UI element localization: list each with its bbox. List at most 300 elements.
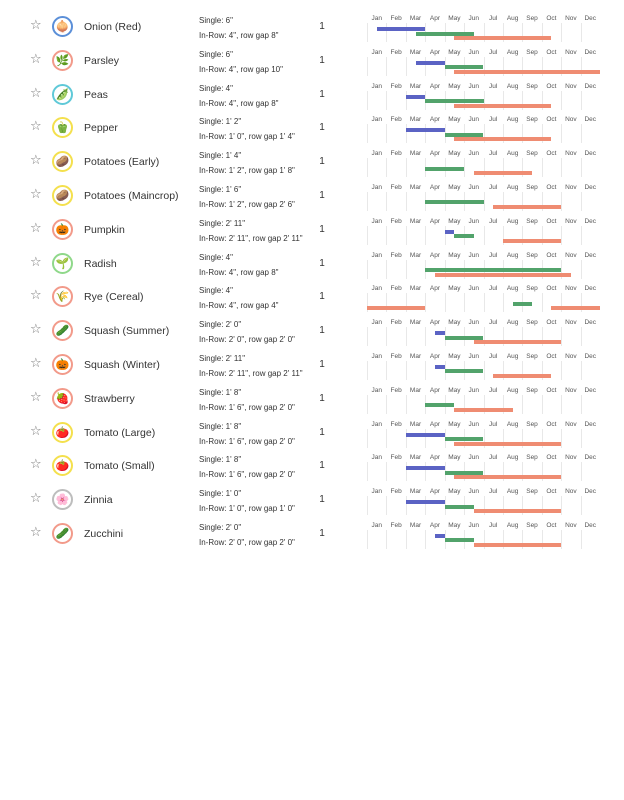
month-label: Oct <box>546 116 557 124</box>
month-gridline <box>425 361 426 380</box>
month-gridline <box>386 361 387 380</box>
month-labels <box>367 49 600 57</box>
month-label: Feb <box>390 420 402 428</box>
month-label: Nov <box>565 217 577 225</box>
month-gridline <box>425 429 426 448</box>
indoor-period-bar <box>377 27 426 31</box>
month-gridline <box>581 226 582 245</box>
month-gridline <box>386 530 387 549</box>
month-label: Feb <box>390 183 402 191</box>
month-label: Dec <box>584 15 597 22</box>
month-label: Dec <box>584 183 597 191</box>
month-gridline <box>406 192 407 211</box>
month-gridline <box>464 293 465 312</box>
favorite-star-icon[interactable]: ☆ <box>30 457 42 473</box>
month-label: Nov <box>565 15 577 22</box>
plant-quantity: 1 <box>319 122 325 134</box>
schedule-bars <box>367 91 600 110</box>
month-gridline <box>561 429 562 448</box>
month-label: Sep <box>526 521 538 529</box>
month-gridline <box>581 395 582 414</box>
month-gridline <box>484 192 485 211</box>
harvest-period-bar <box>435 273 571 277</box>
plant-spacing <box>199 250 279 280</box>
month-label: Apr <box>429 251 440 259</box>
month-label: Jul <box>489 15 498 22</box>
month-label: Jan <box>371 251 382 259</box>
month-label: Aug <box>506 48 519 56</box>
onion-icon: 🧅 <box>52 16 73 37</box>
plant-quantity: 1 <box>319 21 325 32</box>
plant-row-9 <box>0 280 624 314</box>
favorite-star-icon[interactable]: ☆ <box>30 355 42 371</box>
month-label: Apr <box>429 217 440 225</box>
month-gridline <box>561 327 562 346</box>
month-gridline <box>522 395 523 414</box>
favorite-star-icon[interactable]: ☆ <box>30 186 42 202</box>
month-label: Jun <box>468 48 480 56</box>
schedule-bars <box>367 361 600 380</box>
month-label: May <box>448 183 461 191</box>
plant-spacing <box>199 385 295 415</box>
month-label: Aug <box>506 521 519 529</box>
month-label: Feb <box>390 352 402 360</box>
month-label: May <box>448 454 461 462</box>
month-gridline <box>367 361 368 380</box>
month-label: Feb <box>390 454 402 462</box>
in-row-spacing: In-Row: 1' 0", row gap 1' 4" <box>199 132 295 142</box>
month-gridline <box>425 124 426 143</box>
favorite-star-icon[interactable]: ☆ <box>30 18 42 33</box>
month-label: Jan <box>371 488 382 496</box>
month-gridline <box>386 429 387 448</box>
plant-spacing <box>199 351 303 381</box>
month-gridline <box>406 530 407 549</box>
plant-name[interactable]: Parsley <box>84 54 120 67</box>
month-gridline <box>406 226 407 245</box>
month-label: Oct <box>546 352 557 360</box>
favorite-star-icon[interactable]: ☆ <box>30 254 42 270</box>
month-label: Sep <box>526 48 538 56</box>
month-gridline <box>406 260 407 279</box>
month-label: Mar <box>409 48 422 56</box>
plant-row-8 <box>0 247 624 281</box>
tomato-small-icon: 🍅 <box>52 455 73 476</box>
month-labels <box>367 387 600 395</box>
plant-quantity: 1 <box>319 257 325 269</box>
schedule-bars <box>367 124 600 143</box>
plant-row-16 <box>0 517 624 551</box>
parsley-icon: 🌿 <box>52 50 73 71</box>
month-label: Jan <box>371 150 382 158</box>
month-label: Apr <box>429 82 440 90</box>
harvest-period-bar <box>474 543 561 547</box>
month-gridline <box>406 462 407 481</box>
month-label: Mar <box>409 352 422 360</box>
transplant-period-bar <box>445 471 484 475</box>
month-gridline <box>367 158 368 177</box>
favorite-star-icon[interactable]: ☆ <box>30 423 42 439</box>
month-gridline <box>425 496 426 515</box>
plant-row-4 <box>0 111 624 145</box>
month-gridline <box>367 124 368 143</box>
month-label: Jun <box>468 82 480 90</box>
month-gridline <box>581 429 582 448</box>
month-labels <box>367 184 600 192</box>
favorite-star-icon[interactable]: ☆ <box>30 153 42 169</box>
month-gridline <box>367 496 368 515</box>
month-label: Nov <box>565 420 577 428</box>
squash-summer-icon: 🥒 <box>52 320 73 341</box>
month-gridline <box>367 226 368 245</box>
month-label: Jan <box>371 521 382 529</box>
plant-name[interactable]: Radish <box>84 257 117 270</box>
month-gridline <box>581 192 582 211</box>
month-gridline <box>367 260 368 279</box>
month-label: Apr <box>429 488 440 496</box>
month-label: Nov <box>565 82 577 90</box>
harvest-period-bar <box>454 104 551 108</box>
month-gridline <box>406 124 407 143</box>
month-gridline <box>581 361 582 380</box>
in-row-spacing: In-Row: 1' 0", row gap 1' 0" <box>199 504 295 514</box>
favorite-star-icon[interactable]: ☆ <box>30 322 42 338</box>
plant-quantity: 1 <box>319 291 325 303</box>
month-gridline <box>367 91 368 110</box>
month-label: Oct <box>546 521 557 529</box>
plant-spacing <box>199 419 295 449</box>
plant-row-7 <box>0 213 624 247</box>
month-label: Dec <box>584 488 597 496</box>
plant-name[interactable]: Squash (Winter) <box>84 358 160 371</box>
month-label: Jul <box>489 48 498 56</box>
single-spacing: Single: 1' 0" <box>199 489 242 499</box>
month-label: Sep <box>526 319 538 327</box>
harvest-period-bar <box>493 205 561 209</box>
schedule-bars <box>367 327 600 346</box>
month-label: Sep <box>526 352 538 360</box>
indoor-period-bar <box>435 331 445 335</box>
month-gridline <box>406 158 407 177</box>
plant-name[interactable]: Zucchini <box>84 527 124 540</box>
month-label: Jan <box>371 454 382 462</box>
month-label: Feb <box>390 285 402 293</box>
month-label: Dec <box>584 82 597 90</box>
single-spacing: Single: 2' 0" <box>199 522 242 532</box>
indoor-period-bar <box>406 500 445 504</box>
month-label: Dec <box>584 386 597 394</box>
month-gridline <box>561 395 562 414</box>
month-gridline <box>445 226 446 245</box>
month-gridline <box>561 192 562 211</box>
harvest-period-bar <box>474 340 561 344</box>
month-label: Oct <box>546 48 557 56</box>
month-label: Mar <box>409 319 422 327</box>
month-label: Jul <box>489 116 498 124</box>
favorite-star-icon[interactable]: ☆ <box>30 51 42 67</box>
plant-spacing <box>199 216 303 246</box>
month-label: Jul <box>489 183 498 191</box>
harvest-period-bar <box>454 36 551 40</box>
month-gridline <box>406 496 407 515</box>
plant-name[interactable]: Onion (Red) <box>84 21 142 33</box>
month-gridline <box>386 192 387 211</box>
month-label: Sep <box>526 454 538 462</box>
month-label: Nov <box>565 150 577 158</box>
month-gridline <box>425 462 426 481</box>
month-gridline <box>542 293 543 312</box>
month-label: Mar <box>409 285 422 293</box>
month-label: May <box>448 488 461 496</box>
month-gridline <box>581 462 582 481</box>
plant-name[interactable]: Potatoes (Maincrop) <box>84 189 179 202</box>
month-label: Aug <box>506 183 519 191</box>
plant-spacing <box>199 317 295 347</box>
month-label: Oct <box>546 420 557 428</box>
plant-quantity: 1 <box>319 88 325 100</box>
month-label: Apr <box>429 285 440 293</box>
month-gridline <box>386 395 387 414</box>
month-label: Sep <box>526 150 538 158</box>
month-gridline <box>386 124 387 143</box>
month-labels <box>367 488 600 496</box>
month-label: Feb <box>390 488 402 496</box>
month-label: Jun <box>468 150 480 158</box>
month-label: Oct <box>546 488 557 496</box>
month-gridline <box>581 530 582 549</box>
pumpkin-icon: 🎃 <box>52 219 73 240</box>
month-label: Jul <box>489 488 498 496</box>
month-label: Mar <box>409 183 422 191</box>
indoor-period-bar <box>406 95 425 99</box>
month-label: Feb <box>390 217 402 225</box>
month-gridline <box>425 293 426 312</box>
schedule-bars <box>367 496 600 515</box>
potatoes-maincrop-icon: 🥔 <box>52 185 73 206</box>
month-label: Jan <box>371 285 382 293</box>
month-label: Jul <box>489 251 498 259</box>
plant-name[interactable]: Rye (Cereal) <box>84 291 144 304</box>
month-label: Jan <box>371 183 382 191</box>
month-label: Mar <box>409 150 422 158</box>
month-gridline <box>425 57 426 76</box>
month-gridline <box>581 158 582 177</box>
month-label: Aug <box>506 82 519 90</box>
month-gridline <box>406 91 407 110</box>
month-gridline <box>561 496 562 515</box>
transplant-period-bar <box>445 336 484 340</box>
single-spacing: Single: 1' 8" <box>199 455 242 465</box>
month-label: Oct <box>546 319 557 327</box>
month-label: Feb <box>390 150 402 158</box>
single-spacing: Single: 1' 4" <box>199 151 242 161</box>
month-gridline <box>386 57 387 76</box>
month-gridline <box>406 327 407 346</box>
month-label: May <box>448 285 461 293</box>
month-label: Dec <box>584 352 597 360</box>
month-label: Jul <box>489 352 498 360</box>
month-label: Apr <box>429 319 440 327</box>
indoor-period-bar <box>435 534 445 538</box>
month-label: Feb <box>390 82 402 90</box>
plant-name[interactable]: Potatoes (Early) <box>84 156 160 169</box>
month-gridline <box>484 361 485 380</box>
plant-quantity: 1 <box>319 223 325 235</box>
in-row-spacing: In-Row: 2' 0", row gap 2' 0" <box>199 335 295 345</box>
harvest-period-bar <box>454 70 600 74</box>
favorite-star-icon[interactable]: ☆ <box>30 491 42 507</box>
schedule-bars <box>367 395 600 414</box>
harvest-period-bar <box>474 171 532 175</box>
month-label: Dec <box>584 454 597 462</box>
month-label: Aug <box>506 217 519 225</box>
plant-name[interactable]: Tomato (Large) <box>84 426 156 439</box>
month-label: Apr <box>429 352 440 360</box>
month-gridline <box>386 327 387 346</box>
single-spacing: Single: 4" <box>199 83 233 93</box>
transplant-period-bar <box>445 505 474 509</box>
month-gridline <box>386 226 387 245</box>
month-label: Sep <box>526 217 538 225</box>
in-row-spacing: In-Row: 1' 2", row gap 1' 8" <box>199 166 295 176</box>
plant-name[interactable]: Squash (Summer) <box>84 325 170 338</box>
month-labels <box>367 116 600 124</box>
harvest-period-bar <box>551 306 600 310</box>
schedule-bars <box>367 23 600 42</box>
favorite-star-icon[interactable]: ☆ <box>30 288 42 304</box>
transplant-period-bar <box>445 538 474 542</box>
favorite-star-icon[interactable]: ☆ <box>30 220 42 236</box>
month-label: Mar <box>409 488 422 496</box>
in-row-spacing: In-Row: 4", row gap 8" <box>199 267 279 277</box>
month-label: Feb <box>390 521 402 529</box>
plant-row-6 <box>0 179 624 213</box>
month-label: Dec <box>584 150 597 158</box>
plant-row-1 <box>0 10 624 44</box>
month-label: Dec <box>584 285 597 293</box>
month-label: Jun <box>468 488 480 496</box>
plant-quantity: 1 <box>319 494 325 506</box>
month-label: Jan <box>371 48 382 56</box>
month-label: Aug <box>506 15 519 22</box>
month-label: Apr <box>429 150 440 158</box>
plant-quantity: 1 <box>319 358 325 370</box>
month-label: Jan <box>371 116 382 124</box>
in-row-spacing: In-Row: 2' 11", row gap 2' 11" <box>199 233 303 243</box>
schedule-bars <box>367 293 600 312</box>
month-gridline <box>484 293 485 312</box>
month-label: Jul <box>489 521 498 529</box>
strawberry-icon: 🍓 <box>52 388 73 409</box>
harvest-period-bar <box>503 239 561 243</box>
month-labels <box>367 15 600 23</box>
month-label: Aug <box>506 319 519 327</box>
plant-quantity: 1 <box>319 527 325 539</box>
month-label: Nov <box>565 319 577 327</box>
plant-quantity: 1 <box>319 189 325 201</box>
month-label: Apr <box>429 15 440 22</box>
month-label: Oct <box>546 285 557 293</box>
month-label: May <box>448 251 461 259</box>
transplant-period-bar <box>425 403 454 407</box>
plant-name[interactable]: Tomato (Small) <box>84 460 155 473</box>
month-label: Feb <box>390 116 402 124</box>
month-labels <box>367 454 600 462</box>
transplant-period-bar <box>454 234 473 238</box>
month-label: May <box>448 116 461 124</box>
single-spacing: Single: 2' 0" <box>199 320 242 330</box>
month-label: Nov <box>565 285 577 293</box>
transplant-period-bar <box>425 99 483 103</box>
month-gridline <box>425 327 426 346</box>
schedule-bars <box>367 57 600 76</box>
plant-row-2 <box>0 44 624 78</box>
pepper-icon: 🫑 <box>52 117 73 138</box>
favorite-star-icon[interactable]: ☆ <box>30 119 42 135</box>
plant-spacing <box>199 81 279 111</box>
indoor-period-bar <box>406 128 445 132</box>
month-label: Sep <box>526 251 538 259</box>
month-label: Jan <box>371 352 382 360</box>
month-label: Nov <box>565 183 577 191</box>
month-label: Oct <box>546 251 557 259</box>
peas-icon: 🫛 <box>52 84 73 105</box>
month-gridline <box>581 91 582 110</box>
month-label: Sep <box>526 386 538 394</box>
month-gridline <box>406 429 407 448</box>
harvest-period-bar <box>454 442 561 446</box>
month-gridline <box>503 293 504 312</box>
month-label: Jun <box>468 116 480 124</box>
month-labels <box>367 285 600 293</box>
month-label: Jan <box>371 386 382 394</box>
squash-winter-icon: 🎃 <box>52 354 73 375</box>
schedule-bars <box>367 192 600 211</box>
plant-name[interactable]: Pepper <box>84 122 118 135</box>
month-gridline <box>561 226 562 245</box>
month-labels <box>367 218 600 226</box>
schedule-bars <box>367 158 600 177</box>
favorite-star-icon[interactable]: ☆ <box>30 524 42 540</box>
month-label: Apr <box>429 183 440 191</box>
favorite-star-icon[interactable]: ☆ <box>30 85 42 101</box>
tomato-large-icon: 🍅 <box>52 422 73 443</box>
plant-name[interactable]: Peas <box>84 88 108 101</box>
in-row-spacing: In-Row: 1' 6", row gap 2' 0" <box>199 402 295 412</box>
plant-name[interactable]: Zinnia <box>84 494 113 507</box>
transplant-period-bar <box>425 200 483 204</box>
month-label: Oct <box>546 150 557 158</box>
month-gridline <box>367 23 368 42</box>
plant-name[interactable]: Pumpkin <box>84 223 125 236</box>
potatoes-early-icon: 🥔 <box>52 151 73 172</box>
month-gridline <box>367 462 368 481</box>
single-spacing: Single: 6" <box>199 16 233 25</box>
month-label: Mar <box>409 15 422 22</box>
favorite-star-icon[interactable]: ☆ <box>30 389 42 405</box>
in-row-spacing: In-Row: 4", row gap 4" <box>199 301 279 311</box>
zinnia-icon: 🌸 <box>52 489 73 510</box>
month-label: Aug <box>506 285 519 293</box>
month-gridline <box>406 23 407 42</box>
harvest-period-bar <box>367 306 425 310</box>
month-label: Dec <box>584 48 597 56</box>
month-label: May <box>448 420 461 428</box>
plant-quantity: 1 <box>319 54 325 66</box>
plant-name[interactable]: Strawberry <box>84 392 135 405</box>
month-labels <box>367 522 600 530</box>
plant-quantity: 1 <box>319 156 325 168</box>
